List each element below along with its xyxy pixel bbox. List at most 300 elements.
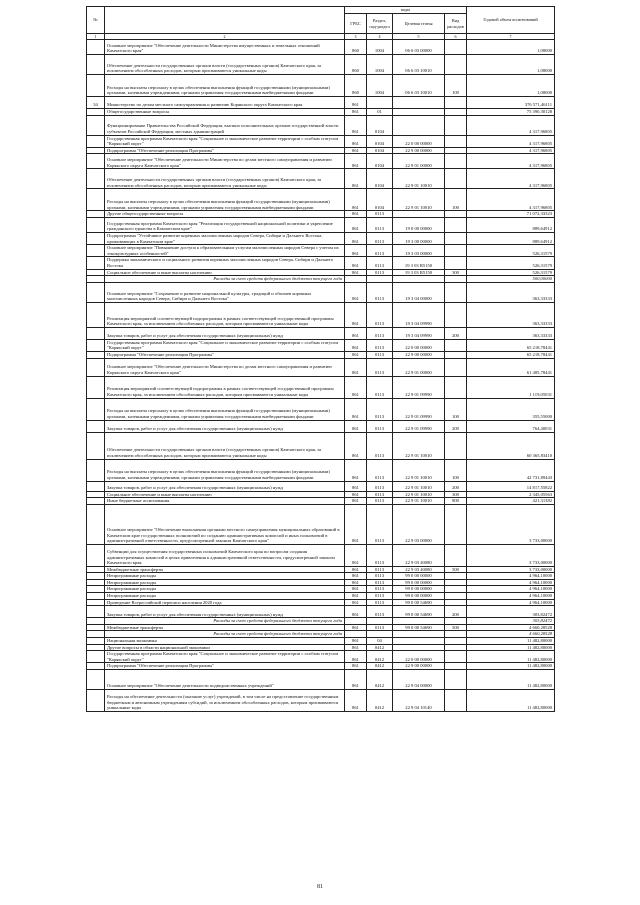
cell-expense-type: 300: [445, 491, 467, 498]
cell-description: Непрограммные расходы: [105, 573, 345, 580]
table-row: [87, 398, 555, 420]
header-razdel: Раздел, под-раздел: [367, 14, 393, 34]
cell-grbs: 861: [345, 599, 367, 606]
cell-amount: 1,08000: [467, 75, 555, 97]
table-row: [87, 638, 555, 645]
table-row: [87, 339, 555, 351]
table-row: [87, 481, 555, 491]
cell-expense-type: 100: [445, 398, 467, 420]
header-vid: Вид расходов: [445, 14, 467, 34]
cell-expense-type: [445, 169, 467, 189]
cell-expense-type: 200: [445, 420, 467, 432]
cell-num: [87, 624, 105, 631]
cell-description: Государственная программа Камчатского края "Реализация государственной национальной политики и укрепление гражданского единства в Камчатском крае": [105, 217, 345, 232]
cell-target-article: 22 9 01 10010: [393, 491, 445, 498]
cell-grbs: 861: [345, 115, 367, 135]
table-row: [87, 276, 555, 283]
cell-amount: 65 218,78441: [467, 339, 555, 351]
cell-num: [87, 573, 105, 580]
cell-expense-type: 100: [445, 459, 467, 481]
cell-razdel: 0113: [367, 544, 393, 566]
cell-num: [87, 75, 105, 97]
cell-expense-type: [445, 211, 467, 218]
cell-description: Непрограммные расходы: [105, 586, 345, 593]
cell-grbs: 861: [345, 624, 367, 631]
table-row: [87, 147, 555, 154]
cell-expense-type: [445, 544, 467, 566]
cell-description: Межбюджетные трансферты: [105, 624, 345, 631]
cell-expense-type: [445, 147, 467, 154]
cell-grbs: 861: [345, 606, 367, 618]
cell-target-article: 19 3 00 00000: [393, 232, 445, 244]
column-index: 3: [345, 34, 367, 40]
cell-grbs: 861: [345, 491, 367, 498]
table-row: [87, 432, 555, 459]
table-row: [87, 257, 555, 269]
table-row: [87, 624, 555, 631]
cell-expense-type: 200: [445, 327, 467, 339]
cell-expense-type: 500: [445, 566, 467, 573]
cell-expense-type: [445, 358, 467, 376]
cell-expense-type: [445, 618, 467, 625]
cell-target-article: 22 9 01 10010: [393, 169, 445, 189]
cell-description: Расходы за счет средств федерального бюджета текущего года: [105, 631, 345, 638]
table-row: [87, 189, 555, 211]
cell-expense-type: [445, 593, 467, 600]
cell-num: 34: [87, 97, 105, 109]
header-csr: Целевая статья: [393, 14, 445, 34]
cell-grbs: 861: [345, 544, 367, 566]
cell-target-article: 22 9 03 40080: [393, 566, 445, 573]
cell-num: [87, 276, 105, 283]
cell-target-article: 22 9 01 10010: [393, 481, 445, 491]
cell-target-article: 22 9 01 00000: [393, 358, 445, 376]
cell-description: Закупка товаров, работ и услуг для обеспечения государственных (муниципальных) нужд: [105, 420, 345, 432]
page-number: 81: [317, 884, 323, 890]
cell-description: Государственная программа Камчатского края "Социальное и экономическое развитие территории с особым статусом "Корякский округ": [105, 135, 345, 147]
cell-num: [87, 327, 105, 339]
cell-description: Закупка товаров, работ и услуг для обеспечения государственных (муниципальных) нужд: [105, 481, 345, 491]
cell-expense-type: [445, 55, 467, 75]
cell-amount: 11 482,80000: [467, 638, 555, 645]
cell-num: [87, 217, 105, 232]
cell-target-article: 22 9 01 09990: [393, 420, 445, 432]
cell-description: Основное мероприятие "Обеспечение деятельности подведомственных учреждений": [105, 670, 345, 690]
cell-description: Подпрограмма "Обеспечение реализации Программы": [105, 147, 345, 154]
table-row: [87, 109, 555, 116]
cell-razdel: 0113: [367, 432, 393, 459]
cell-razdel: 0113: [367, 491, 393, 498]
cell-num: [87, 351, 105, 358]
cell-grbs: 861: [345, 586, 367, 593]
cell-expense-type: [445, 232, 467, 244]
cell-razdel: 0113: [367, 579, 393, 586]
cell-grbs: 861: [345, 257, 367, 269]
cell-description: Другие общегосударственные вопросы: [105, 211, 345, 218]
cell-num: [87, 631, 105, 638]
cell-description: Расходы на выплаты персоналу в целях обеспечения выполнения функций государственными (муниципальными) органами, казенными учреждениями, органами управления государственными внебюджетными фондами: [105, 189, 345, 211]
cell-num: [87, 690, 105, 712]
cell-amount: 1,08000: [467, 55, 555, 75]
cell-amount: 500,00000: [467, 276, 555, 283]
cell-target-article: 22 9 01 10010: [393, 498, 445, 505]
cell-target-article: 19 3 04 09990: [393, 327, 445, 339]
cell-grbs: [345, 631, 367, 638]
cell-amount: 4 964,10000: [467, 586, 555, 593]
header-sum: Годовой объем ассигнований: [467, 7, 555, 34]
cell-target-article: 99 0 00 00000: [393, 573, 445, 580]
cell-expense-type: [445, 217, 467, 232]
cell-amount: 363,33333: [467, 327, 555, 339]
cell-description: Иные бюджетные ассигнования: [105, 498, 345, 505]
cell-razdel: 0113: [367, 586, 393, 593]
cell-num: [87, 663, 105, 670]
cell-expense-type: [445, 579, 467, 586]
cell-num: [87, 579, 105, 586]
cell-grbs: 861: [345, 339, 367, 351]
cell-num: [87, 544, 105, 566]
cell-target-article: 06 6 03 10010: [393, 55, 445, 75]
table-row: [87, 573, 555, 580]
cell-description: Обеспечение деятельности государственных органов власти (государственных органов) Камчатского края, за исключением обособленных расходов, которым присваиваются уникальные коды: [105, 432, 345, 459]
cell-razdel: 0113: [367, 302, 393, 327]
table-row: [87, 327, 555, 339]
table-row: [87, 504, 555, 544]
cell-num: [87, 599, 105, 606]
cell-target-article: [393, 97, 445, 109]
cell-amount: 4 317,96805: [467, 169, 555, 189]
cell-razdel: 0113: [367, 245, 393, 257]
cell-description: Закупка товаров, работ и услуг для обеспечения государственных (муниципальных) нужд: [105, 606, 345, 618]
cell-razdel: 0412: [367, 644, 393, 651]
table-row: [87, 75, 555, 97]
cell-description: Обеспечение деятельности государственных органов власти (государственных органов) Камчатского края, за исключением обособленных расходов, которым присваиваются уникальные коды: [105, 169, 345, 189]
cell-description: Социальное обеспечение и иные выплаты населению: [105, 269, 345, 276]
cell-expense-type: [445, 351, 467, 358]
cell-description: Социальное обеспечение и иные выплаты населению: [105, 491, 345, 498]
cell-target-article: 22 9 01 10010: [393, 432, 445, 459]
cell-grbs: 861: [345, 351, 367, 358]
cell-expense-type: [445, 663, 467, 670]
cell-razdel: 0412: [367, 670, 393, 690]
cell-grbs: 860: [345, 40, 367, 55]
cell-target-article: [393, 638, 445, 645]
cell-expense-type: [445, 432, 467, 459]
budget-table: [86, 6, 555, 712]
cell-amount: 60 365,83410: [467, 432, 555, 459]
cell-target-article: 99 0 00 54690: [393, 624, 445, 631]
table-row: [87, 232, 555, 244]
cell-target-article: 22 9 03 00000: [393, 504, 445, 544]
table-row: [87, 579, 555, 586]
cell-target-article: [393, 618, 445, 625]
table-row: [87, 663, 555, 670]
cell-num: [87, 618, 105, 625]
cell-target-article: [393, 109, 445, 116]
cell-amount: 3 733,00000: [467, 544, 555, 566]
cell-expense-type: [445, 302, 467, 327]
cell-num: [87, 55, 105, 75]
cell-expense-type: [445, 599, 467, 606]
cell-razdel: 01: [367, 109, 393, 116]
table-row: [87, 670, 555, 690]
cell-razdel: 0113: [367, 566, 393, 573]
cell-expense-type: [445, 282, 467, 302]
cell-description: Проведение Всероссийской переписи населения 2020 года: [105, 599, 345, 606]
header-codes: коды: [345, 7, 467, 14]
cell-grbs: 861: [345, 169, 367, 189]
cell-target-article: 19 3 04 00000: [393, 282, 445, 302]
cell-target-article: 22 9 03 40080: [393, 544, 445, 566]
cell-amount: 11 482,80000: [467, 690, 555, 712]
cell-grbs: 861: [345, 358, 367, 376]
cell-amount: 4 964,10000: [467, 579, 555, 586]
cell-target-article: 19 3 03 R5150: [393, 269, 445, 276]
cell-num: [87, 481, 105, 491]
cell-razdel: 0113: [367, 624, 393, 631]
table-row: [87, 586, 555, 593]
cell-target-article: 99 0 00 54690: [393, 599, 445, 606]
cell-grbs: 861: [345, 498, 367, 505]
cell-num: [87, 670, 105, 690]
cell-expense-type: 300: [445, 269, 467, 276]
cell-num: [87, 269, 105, 276]
cell-num: [87, 169, 105, 189]
cell-num: [87, 211, 105, 218]
cell-grbs: 861: [345, 376, 367, 398]
cell-target-article: [393, 211, 445, 218]
cell-amount: 14 817,55822: [467, 481, 555, 491]
cell-razdel: 0104: [367, 135, 393, 147]
cell-target-article: 22 0 00 00000: [393, 339, 445, 351]
table-row: [87, 498, 555, 505]
cell-target-article: [393, 115, 445, 135]
table-row: [87, 618, 555, 625]
cell-expense-type: [445, 97, 467, 109]
cell-target-article: 06 6 03 10010: [393, 75, 445, 97]
cell-grbs: 861: [345, 282, 367, 302]
cell-razdel: 0113: [367, 599, 393, 606]
cell-target-article: 22 0 00 00000: [393, 651, 445, 663]
cell-num: [87, 586, 105, 593]
cell-amount: 75 390,30128: [467, 109, 555, 116]
cell-razdel: 0113: [367, 376, 393, 398]
cell-expense-type: [445, 154, 467, 169]
cell-amount: 4 317,96805: [467, 135, 555, 147]
cell-razdel: 0113: [367, 481, 393, 491]
column-index: 7: [467, 34, 555, 40]
cell-target-article: 19 0 00 00000: [393, 217, 445, 232]
cell-razdel: 0113: [367, 211, 393, 218]
cell-num: [87, 491, 105, 498]
cell-razdel: 0113: [367, 339, 393, 351]
cell-num: [87, 566, 105, 573]
cell-expense-type: [445, 504, 467, 544]
cell-grbs: 861: [345, 232, 367, 244]
cell-expense-type: 200: [445, 481, 467, 491]
cell-grbs: [345, 276, 367, 283]
cell-description: Основное мероприятие "Повышение доступа к образовательным услугам малочисленных народов Севера с учетом их этнокультурных особенностей": [105, 245, 345, 257]
table-row: [87, 245, 555, 257]
cell-razdel: [367, 618, 393, 625]
cell-num: [87, 147, 105, 154]
cell-num: [87, 302, 105, 327]
cell-description: Реализация мероприятий соответствующей подпрограммы в рамках соответствующей государственной программы Камчатского края, за исключением обособленных расходов, которым присваиваются уникальные коды: [105, 302, 345, 327]
cell-expense-type: [445, 135, 467, 147]
cell-razdel: [367, 97, 393, 109]
cell-num: [87, 376, 105, 398]
cell-num: [87, 644, 105, 651]
cell-description: Расходы на обеспечение деятельности (оказание услуг) учреждений, в том числе на предоставление государственным бюджетным и автономным учреждениям субсидий, за исключением обособленных расходов, которым присваиваются уникальные коды: [105, 690, 345, 712]
cell-expense-type: [445, 670, 467, 690]
cell-target-article: 22 9 04 10140: [393, 690, 445, 712]
cell-description: Закупка товаров, работ и услуг для обеспечения государственных (муниципальных) нужд: [105, 327, 345, 339]
table-row: [87, 135, 555, 147]
cell-expense-type: 200: [445, 606, 467, 618]
cell-target-article: 06 6 03 00000: [393, 40, 445, 55]
cell-grbs: 861: [345, 109, 367, 116]
cell-razdel: 0113: [367, 504, 393, 544]
table-row: [87, 544, 555, 566]
cell-description: Непрограммные расходы: [105, 593, 345, 600]
cell-target-article: 99 0 00 54690: [393, 606, 445, 618]
cell-grbs: [345, 618, 367, 625]
cell-expense-type: [445, 573, 467, 580]
table-row: [87, 302, 555, 327]
cell-target-article: 22 9 01 09990: [393, 398, 445, 420]
cell-num: [87, 154, 105, 169]
cell-expense-type: [445, 339, 467, 351]
cell-description: Обеспечение деятельности государственных органов власти (государственных органов) Камчатского края, за исключением обособленных расходов, которым присваиваются уникальные коды: [105, 55, 345, 75]
cell-razdel: [367, 631, 393, 638]
cell-target-article: [393, 276, 445, 283]
cell-amount: 71 072,33323: [467, 211, 555, 218]
cell-razdel: 0113: [367, 573, 393, 580]
cell-razdel: 1004: [367, 40, 393, 55]
cell-expense-type: [445, 115, 467, 135]
header-num: №: [87, 7, 105, 34]
cell-amount: 4 317,96805: [467, 147, 555, 154]
cell-grbs: 861: [345, 481, 367, 491]
cell-target-article: 22 0 00 00000: [393, 135, 445, 147]
cell-razdel: 0113: [367, 257, 393, 269]
cell-razdel: 0113: [367, 459, 393, 481]
column-index: 5: [393, 34, 445, 40]
cell-expense-type: [445, 631, 467, 638]
table-row: [87, 269, 555, 276]
cell-expense-type: [445, 586, 467, 593]
cell-amount: 355,55000: [467, 398, 555, 420]
cell-num: [87, 398, 105, 420]
table-row: [87, 690, 555, 712]
cell-grbs: 861: [345, 593, 367, 600]
table-row: [87, 593, 555, 600]
cell-amount: 65 218,78441: [467, 351, 555, 358]
table-row: [87, 169, 555, 189]
cell-expense-type: [445, 245, 467, 257]
cell-grbs: 861: [345, 638, 367, 645]
cell-description: Межбюджетные трансферты: [105, 566, 345, 573]
header-name: [105, 7, 345, 34]
cell-num: [87, 593, 105, 600]
table-row: [87, 420, 555, 432]
cell-num: [87, 459, 105, 481]
cell-grbs: 861: [345, 154, 367, 169]
cell-amount: 11 482,80000: [467, 644, 555, 651]
cell-razdel: [367, 276, 393, 283]
column-index: 2: [105, 34, 345, 40]
cell-expense-type: [445, 376, 467, 398]
cell-amount: 4 964,10000: [467, 599, 555, 606]
cell-razdel: 0113: [367, 282, 393, 302]
cell-amount: 303,82472: [467, 618, 555, 625]
cell-razdel: 0113: [367, 498, 393, 505]
cell-grbs: 861: [345, 644, 367, 651]
cell-expense-type: [445, 40, 467, 55]
table-row: [87, 599, 555, 606]
table-row: [87, 55, 555, 75]
cell-razdel: 0104: [367, 189, 393, 211]
cell-num: [87, 245, 105, 257]
cell-grbs: 861: [345, 573, 367, 580]
cell-target-article: 22 9 04 00000: [393, 670, 445, 690]
cell-expense-type: [445, 109, 467, 116]
cell-expense-type: 500: [445, 624, 467, 631]
cell-grbs: 861: [345, 663, 367, 670]
cell-description: Подпрограмма "Обеспечение реализации Программы": [105, 663, 345, 670]
table-row: [87, 217, 555, 232]
cell-grbs: 861: [345, 245, 367, 257]
cell-target-article: [393, 631, 445, 638]
cell-num: [87, 504, 105, 544]
cell-grbs: 861: [345, 651, 367, 663]
cell-expense-type: 800: [445, 498, 467, 505]
cell-razdel: 0104: [367, 154, 393, 169]
cell-description: Расходы на выплаты персоналу в целях обеспечения выполнения функций государственными (муниципальными) органами, казенными учреждениями, органами управления государственными внебюджетными фондами: [105, 459, 345, 481]
cell-grbs: 861: [345, 135, 367, 147]
cell-amount: 4 317,96805: [467, 115, 555, 135]
cell-grbs: 861: [345, 432, 367, 459]
table-row: [87, 351, 555, 358]
cell-target-article: 19 3 03 00000: [393, 245, 445, 257]
cell-target-article: 22 9 00 00000: [393, 663, 445, 670]
cell-grbs: 861: [345, 420, 367, 432]
cell-razdel: 0113: [367, 420, 393, 432]
table-row: [87, 459, 555, 481]
cell-grbs: 861: [345, 217, 367, 232]
cell-amount: 363,33333: [467, 302, 555, 327]
cell-grbs: 861: [345, 327, 367, 339]
cell-grbs: 861: [345, 459, 367, 481]
cell-description: Основное мероприятие "Обеспечение деятельности Министерства имущественных и земельных отношений Камчатского края": [105, 40, 345, 55]
cell-target-article: 22 9 01 09990: [393, 376, 445, 398]
table-row: [87, 282, 555, 302]
cell-num: [87, 651, 105, 663]
cell-amount: 363,33333: [467, 282, 555, 302]
cell-grbs: 861: [345, 302, 367, 327]
cell-num: [87, 420, 105, 432]
cell-amount: 889,64912: [467, 232, 555, 244]
cell-amount: 526,31579: [467, 245, 555, 257]
cell-target-article: 19 3 03 R5150: [393, 257, 445, 269]
cell-razdel: 0104: [367, 115, 393, 135]
cell-target-article: 22 9 01 00000: [393, 154, 445, 169]
cell-target-article: 22 9 00 00000: [393, 351, 445, 358]
cell-grbs: 861: [345, 690, 367, 712]
table-row: [87, 606, 555, 618]
cell-razdel: 0412: [367, 663, 393, 670]
cell-description: Другие вопросы в области национальной экономики: [105, 644, 345, 651]
